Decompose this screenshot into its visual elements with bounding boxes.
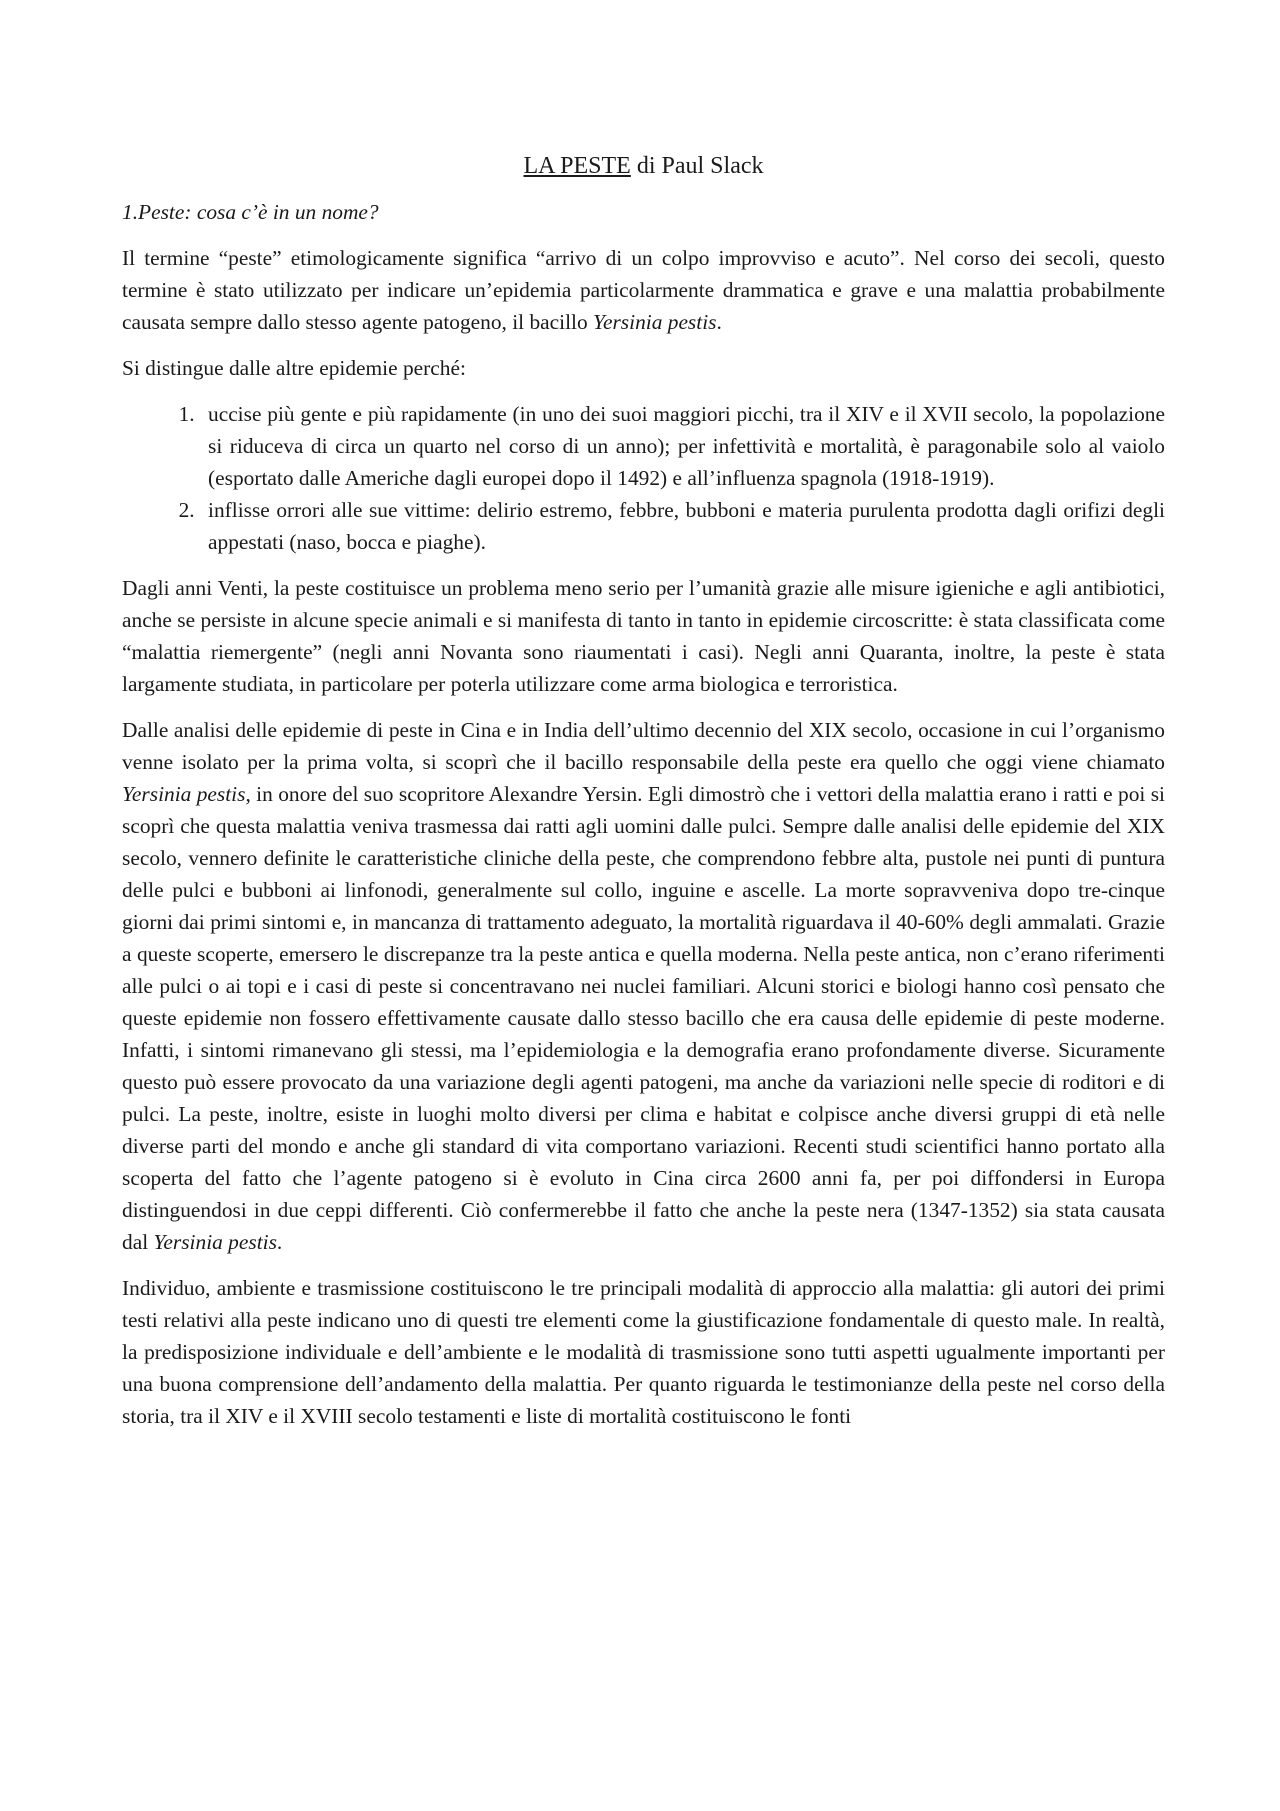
title-underlined: LA PESTE: [523, 153, 631, 179]
text-run: Il termine “peste” etimologicamente significa “arrivo di un colpo improvviso e acuto”. Nel corso dei secoli, questo termine è stato utilizzato per indicare un’epidemia particolarmente drammatica e grave e una malattia probabilmente causata sempre dallo stesso agente patogeno, il bacillo: [122, 246, 1165, 334]
text-run: .: [716, 310, 722, 334]
text-run: , in onore del suo scopritore Alexandre Yersin. Egli dimostrò che i vettori della malattia erano i ratti e poi si scoprì che questa malattia veniva trasmessa dai ratti agli uomini dalle pulci. Sempre dalle analisi delle epidemie del XIX secolo, vennero definite le caratteristiche cliniche della peste, che comprendono febbre alta, pustole nei punti di puntura delle pulci e bubboni ai linfonodi, generalmente sul collo, inguine e ascelle. La morte sopravveniva dopo tre-cinque giorni dai primi sintomi e, in mancanza di trattamento adeguato, la mortalità riguardava il 40-60% degli ammalati. Grazie a queste scoperte, emersero le discrepanze tra la peste antica e quella moderna. Nella peste antica, non c’erano riferimenti alle pulci o ai topi e i casi di peste si concentravano nei nuclei familiari. Alcuni storici e biologi hanno così pensato che queste epidemie non fossero effettivamente causate dallo stesso bacillo che era causa delle epidemie di peste moderne. Infatti, i sintomi rimanevano gli stessi, ma l’epidemiologia e la demografia erano profondamente diverse. Sicuramente questo può essere provocato da una variazione degli agenti patogeni, ma anche da variazioni nelle specie di roditori e di pulci. La peste, inoltre, esiste in luoghi molto diversi per clima e habitat e colpisce anche diversi gruppi di età nelle diverse parti del mondo e anche gli standard di vita comportano variazioni. Recenti studi scientifici hanno portato alla scoperta del fatto che l’agente patogeno si è evoluto in Cina circa 2600 anni fa, per poi diffondersi in Europa distinguendosi in due ceppi differenti. Ciò confermerebbe il fatto che anche la peste nera (1347-1352) sia stata causata dal: [122, 782, 1165, 1254]
paragraph-1: [122, 242, 1165, 338]
text-run: Dalle analisi delle epidemie di peste in Cina e in India dell’ultimo decennio del XIX secolo, occasione in cui l’organismo venne isolato per la prima volta, si scoprì che il bacillo responsabile della peste era quello che oggi viene chiamato: [122, 718, 1165, 774]
list-item: 2. inflisse orrori alle sue vittime: delirio estremo, febbre, bubboni e materia purulenta prodotta dagli orifizi degli appestati (naso, bocca e piaghe).: [200, 494, 1165, 558]
numbered-list: [122, 398, 1165, 558]
paragraph-4: [122, 714, 1165, 1258]
document-title: [122, 150, 1165, 182]
italic-term: Yersinia pestis: [122, 782, 246, 806]
paragraph-5: Individuo, ambiente e trasmissione costituiscono le tre principali modalità di approccio alla malattia: gli autori dei primi testi relativi alla peste indicano uno di questi tre elementi come la giustificazione fondamentale di questo male. In realtà, la predisposizione individuale e dell’ambiente e le modalità di trasmissione sono tutti aspetti ugualmente importanti per una buona comprensione dell’andamento della malattia. Per quanto riguarda le testimonianze della peste nel corso della storia, tra il XIV e il XVIII secolo testamenti e liste di mortalità costituiscono le fonti: [122, 1276, 1165, 1428]
title-author: di Paul Slack: [630, 153, 764, 179]
text-run: .: [276, 1230, 283, 1254]
section-heading: 1.Peste: cosa c’è in un nome?: [122, 200, 379, 224]
paragraph-2: Si distingue dalle altre epidemie perché:: [122, 356, 466, 380]
document-page: [122, 150, 1165, 1432]
italic-term: Yersinia pestis: [593, 310, 717, 334]
paragraph-3: Dagli anni Venti, la peste costituisce un problema meno serio per l’umanità grazie alle misure igieniche e agli antibiotici, anche se persiste in alcune specie animali e si manifesta di tanto in tanto in epidemie circoscritte: è stata classificata come “malattia riemergente” (negli anni Novanta sono riaumentati i casi). Negli anni Quaranta, inoltre, la peste è stata largamente studiata, in particolare per poterla utilizzare come arma biologica e terroristica.: [122, 576, 1165, 696]
list-item: 1. uccise più gente e più rapidamente (in uno dei suoi maggiori picchi, tra il XIV e il XVII secolo, la popolazione si riduceva di circa un quarto nel corso di un anno); per infettività e mortalità, è paragonabile solo al vaiolo (esportato dalle Americhe dagli europei dopo il 1492) e all’influenza spagnola (1918-1919).: [200, 398, 1165, 494]
italic-term: Yersinia pestis: [153, 1230, 277, 1254]
